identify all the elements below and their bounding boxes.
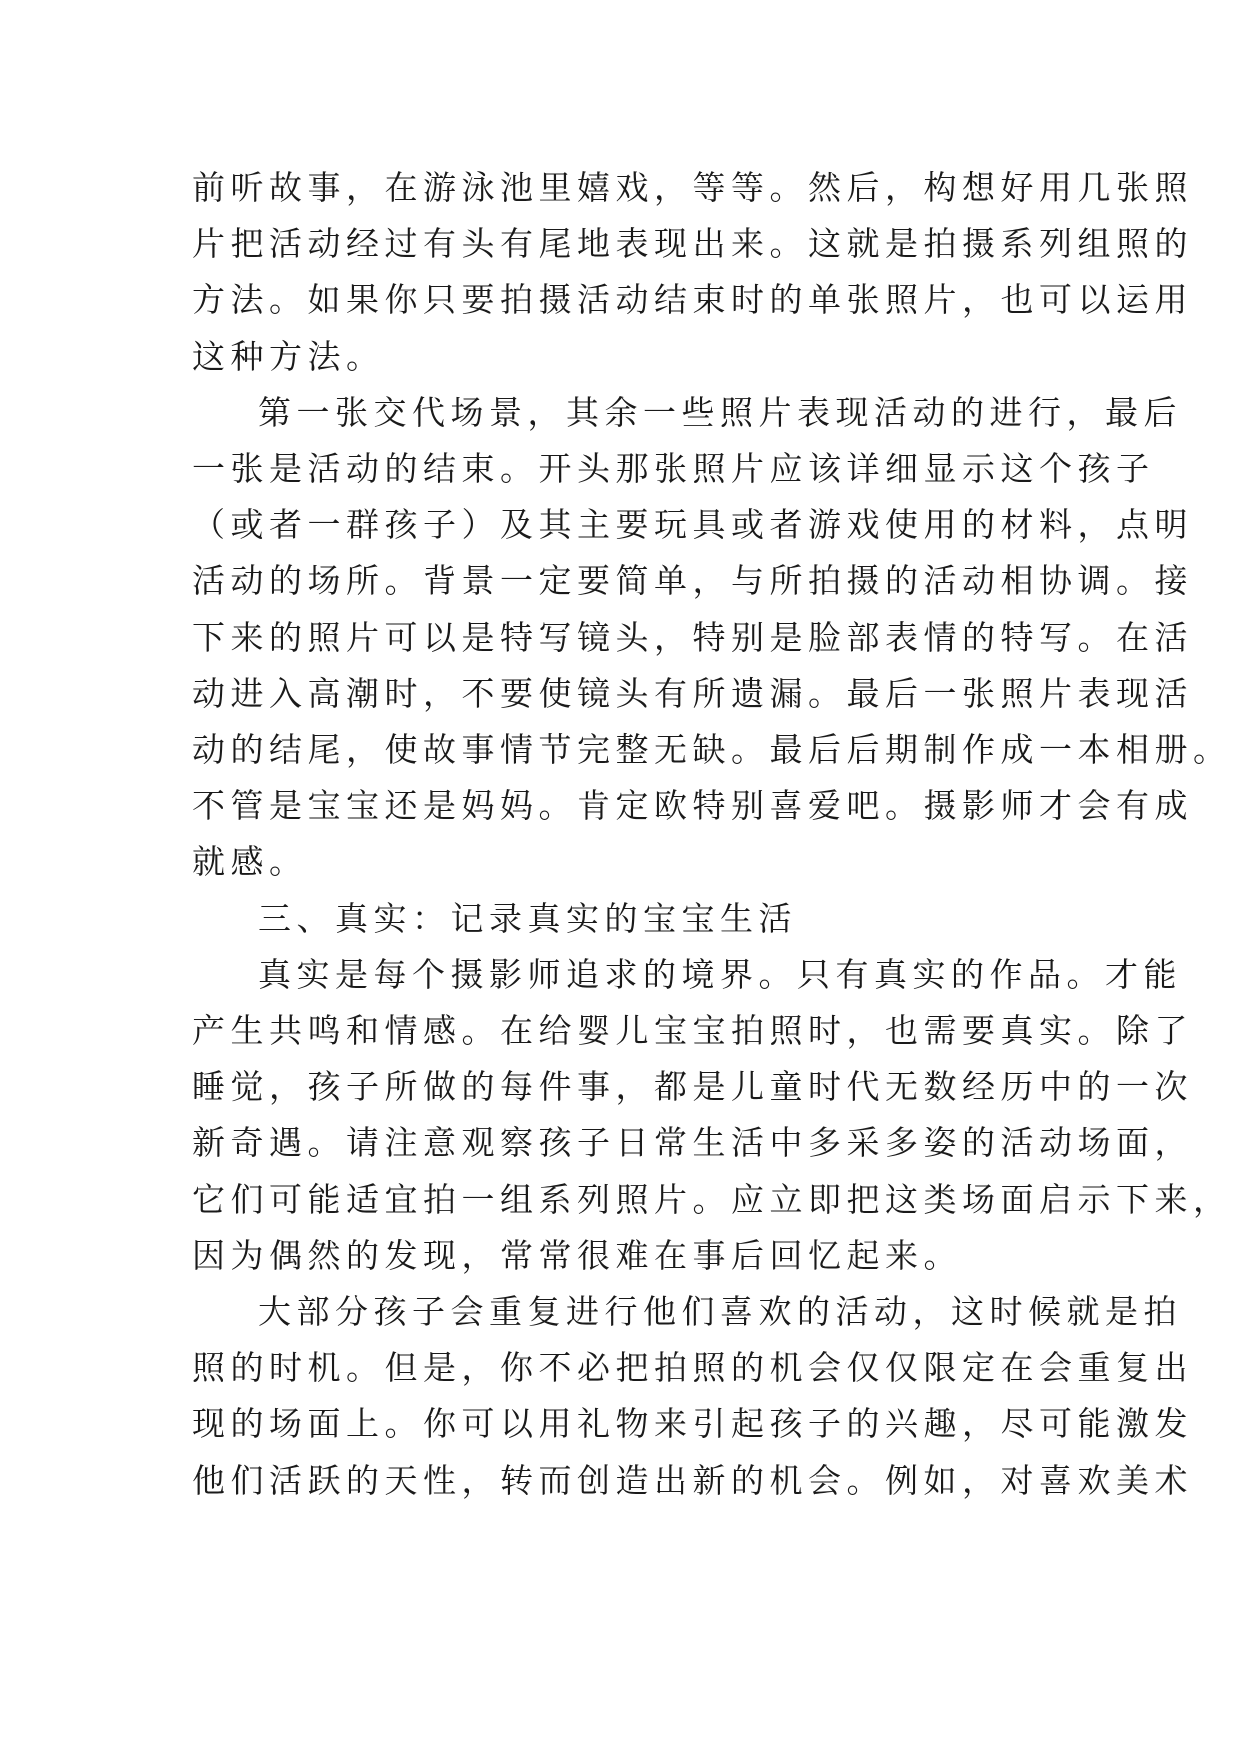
paragraph-1 <box>192 160 1193 385</box>
text-line: 照的时机。但是，你不必把拍照的机会仅仅限定在会重复出 <box>192 1348 1193 1388</box>
text-line: 就感。 <box>192 842 308 882</box>
text-line: 前听故事，在游泳池里嬉戏，等等。然后，构想好用几张照 <box>192 168 1193 207</box>
text-line: 新奇遇。请注意观察孩子日常生活中多采多姿的活动场面， <box>192 1123 1193 1163</box>
text-line: 片把活动经过有头有尾地表现出来。这就是拍摄系列组照的 <box>192 224 1193 264</box>
document-body <box>192 160 1232 1509</box>
text-line: 现的场面上。你可以用礼物来引起孩子的兴趣，尽可能激发 <box>192 1404 1193 1444</box>
heading-text: 三、真实：记录真实的宝宝生活 <box>258 898 797 938</box>
paragraph-3 <box>192 947 1232 1284</box>
text-line: 他们活跃的天性，转而创造出新的机会。例如，对喜欢美术 <box>192 1460 1193 1500</box>
section-heading <box>192 891 1062 947</box>
text-line: 大部分孩子会重复进行他们喜欢的活动，这时候就是拍 <box>258 1292 1182 1332</box>
text-line: 真实是每个摄影师追求的境界。只有真实的作品。才能 <box>258 954 1182 994</box>
text-line: 下来的照片可以是特写镜头，特别是脸部表情的特写。在活 <box>192 617 1193 657</box>
text-line: 动进入高潮时，不要使镜头有所遗漏。最后一张照片表现活 <box>192 673 1193 713</box>
text-line: 因为偶然的发现，常常很难在事后回忆起来。 <box>192 1235 962 1275</box>
text-line: 它们可能适宜拍一组系列照片。应立即把这类场面启示下来， <box>192 1179 1232 1219</box>
text-line: 第一张交代场景，其余一些照片表现活动的进行，最后 <box>258 392 1182 432</box>
text-line: 产生共鸣和情感。在给婴儿宝宝拍照时，也需要真实。除了 <box>192 1011 1193 1051</box>
text-line: 一张是活动的结束。开头那张照片应该详细显示这个孩子 <box>192 449 1155 489</box>
text-line: 活动的场所。背景一定要简单，与所拍摄的活动相协调。接 <box>192 561 1193 601</box>
text-line: 这种方法。 <box>192 336 385 376</box>
text-line: 睡觉，孩子所做的每件事，都是儿童时代无数经历中的一次 <box>192 1067 1193 1107</box>
text-line: （或者一群孩子）及其主要玩具或者游戏使用的材料，点明 <box>192 505 1193 545</box>
text-line: 动的结尾，使故事情节完整无缺。最后后期制作成一本相册。 <box>192 730 1232 770</box>
paragraph-2 <box>192 385 1232 891</box>
text-line: 方法。如果你只要拍摄活动结束时的单张照片，也可以运用 <box>192 280 1193 320</box>
text-line: 不管是宝宝还是妈妈。肯定欧特别喜爱吧。摄影师才会有成 <box>192 786 1193 826</box>
paragraph-4 <box>192 1284 1193 1509</box>
